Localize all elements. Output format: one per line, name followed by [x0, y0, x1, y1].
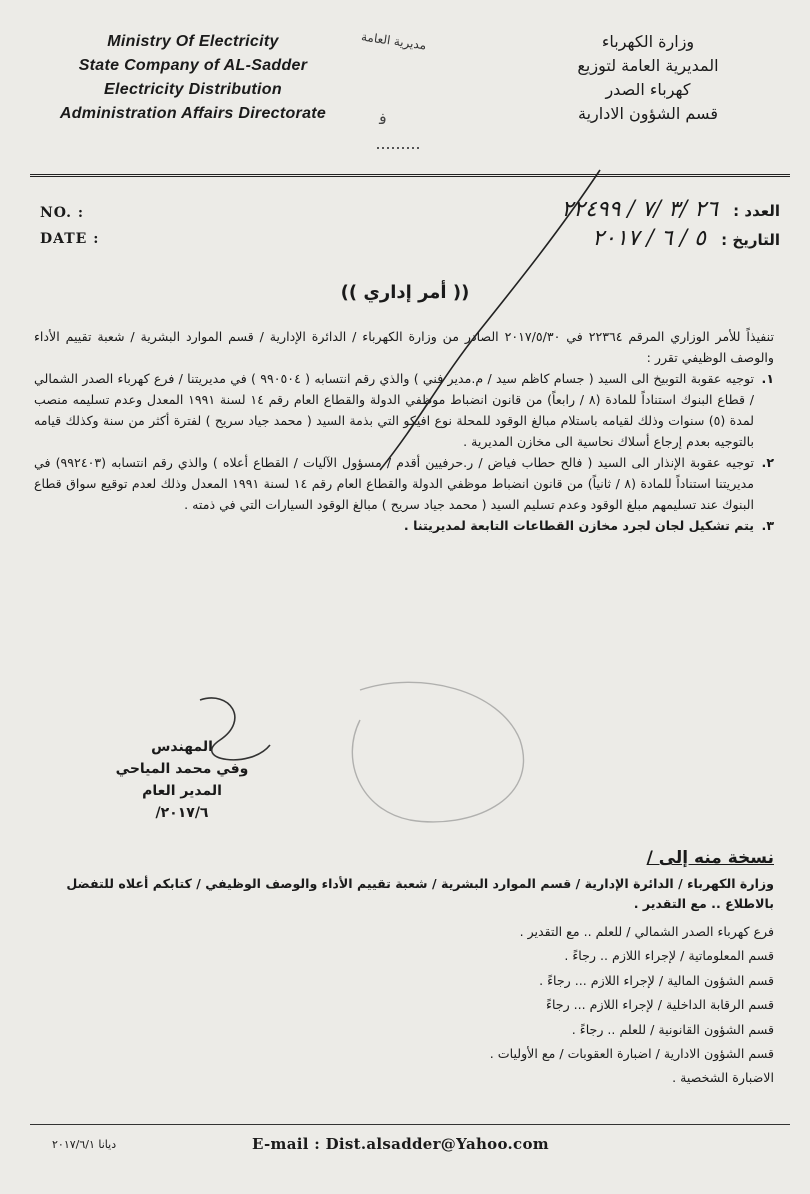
list-item: قسم الشؤون المالية / لإجراء اللازم ... رجاءً . — [539, 972, 774, 988]
copies-title: نسخة منه إلى / — [646, 848, 774, 868]
list-item: قسم المعلوماتية / لإجراء اللازم .. رجاءً . — [564, 948, 774, 964]
header-divider — [30, 174, 790, 177]
order-item-number: ٢. — [761, 455, 774, 470]
order-item-number: ٣. — [761, 518, 774, 533]
order-item-text: توجيه عقوبة التوبيخ الى السيد ( جسام كاظم سيد / م.مدير فني ) والذي رقم انتسابه ( ٩٩٠٥٠٤ ) في مديريتنا / فرع كهرباء الصدر الشمالي / قطاع البنوك استناداً للمادة (٨ / رابعاً) من قانون انضباط موظفي الدولة والقطاع العام رقم ١٤ لسنة ١٩٩١ المعدل وعدم تسليمه منصب لمدة (٥) سنوات وذلك لقيامه باستلام مبالغ الوقود للمحلة نوع افيكو التي بذمة السيد ( محمد جياد سريح ) لفترة أكثر من سنة وكذلك قيامه بالتوجيه بعدم إرجاع أسلاك نحاسية الى مخازن المديرية . — [34, 371, 755, 449]
header-ar-line-4: قسم الشؤون الادارية — [578, 104, 718, 123]
order-intro: تنفيذاً للأمر الوزاري المرقم ٢٢٣٦٤ في ٢٠١٧/٥/٣٠ الصادر من وزارة الكهرباء / الدائرة الإدارية / قسم الموارد البشرية / شعبة تقييم الأداء والوصف الوظيفي تقرر : — [34, 329, 774, 365]
footer-code: ديانا ٢٠١٧/٦/١ — [52, 1138, 117, 1151]
signatory-position: المدير العام — [142, 783, 222, 799]
official-seal-icon — [352, 682, 523, 822]
reference-date-row — [561, 225, 780, 254]
signature-date: ٢٠١٧/٦/ — [155, 805, 209, 821]
header-ar-line-2: المديرية العامة لتوزيع — [577, 56, 719, 75]
footer-email: E-mail : Dist.alsadder@Yahoo.com — [252, 1135, 549, 1153]
order-item — [34, 368, 774, 452]
letterhead-stamp — [355, 28, 495, 158]
list-item: قسم الشؤون الادارية / اضبارة العقوبات / مع الأوليات . — [489, 1046, 774, 1062]
order-item-text: توجيه عقوبة الإنذار الى السيد ( فالح حطاب فياض / ر.حرفيين أقدم / مسؤول الآليات / القطاع أعلاه ) والذي رقم انتسابه (٩٩٢٤٠٣) في مديريتنا استناداً للمادة (٨ / ثانياً) من قانون انضباط موظفي الدولة والقطاع العام رقم ١٤ لسنة ١٩٩١ المعدل وذلك لعدم توقيع سواق قطاع البنوك عند تسليمهم مبلغ الوقود وعدم تسليم السيد ( محمد جياد سريح ) مبالغ الوقود السيارات التي في ذمته . — [34, 455, 754, 512]
reference-date: ٥ / ٦ / ٢٠١٧ — [592, 226, 706, 251]
reference-number: ٢٦ /٣ /٧ / ٢٢٤٩٩ — [561, 197, 718, 222]
signatory-name: وفي محمد المياحي — [115, 761, 249, 777]
header-ar-line-1: وزارة الكهرباء — [601, 32, 695, 51]
list-item: فرع كهرباء الصدر الشمالي / للعلم .. مع التقدير . — [519, 924, 774, 939]
signatory-title: المهندس — [151, 739, 213, 755]
svg-text:ﻓ: ﻓ — [379, 109, 387, 128]
header-en-line-3: Electricity Distribution — [104, 81, 282, 98]
date-label-ar: التاريخ : — [721, 231, 780, 249]
order-item-number: ١. — [761, 371, 774, 386]
reference-number-row — [561, 196, 780, 225]
no-label-ar: العدد : — [733, 202, 780, 220]
header-en-line-4: Administration Affairs Directorate — [59, 105, 327, 122]
signature-block — [112, 736, 252, 824]
copies-list — [274, 920, 774, 1091]
order-item — [34, 452, 774, 515]
header-arabic — [518, 30, 778, 126]
reference-arabic — [561, 196, 780, 254]
list-item: قسم الرقابة الداخلية / لإجراء اللازم ... رجاءً — [546, 997, 774, 1013]
copies-intro: وزارة الكهرباء / الدائرة الإدارية / قسم الموارد البشرية / شعبة تقييم الأداء والوصف الوظيفي / كتابكم أعلاه للتفضل بالاطلاع .. مع التقدير . — [66, 876, 774, 911]
header-ar-line-3: كهرباء الصدر — [605, 80, 691, 99]
header-english — [28, 30, 358, 126]
date-label-en: DATE : — [40, 231, 100, 247]
list-item: الاضبارة الشخصية . — [672, 1070, 774, 1086]
order-body — [34, 326, 774, 536]
footer-divider — [30, 1124, 790, 1125]
header-en-line-1: Ministry Of Electricity — [107, 33, 279, 50]
header-en-line-2: State Company of AL-Sadder — [78, 57, 308, 74]
order-item-text: يتم تشكيل لجان لجرد مخازن القطاعات التابعة لمديريتنا . — [403, 518, 754, 533]
list-item: قسم الشؤون القانونية / للعلم .. رجاءً . — [571, 1021, 774, 1037]
stamp-text: مديرية العامة — [360, 29, 428, 53]
order-item — [34, 515, 774, 536]
reference-english — [40, 200, 99, 252]
no-label-en: NO. : — [40, 205, 85, 221]
document-title: (( أمر إداري )) — [340, 282, 470, 303]
